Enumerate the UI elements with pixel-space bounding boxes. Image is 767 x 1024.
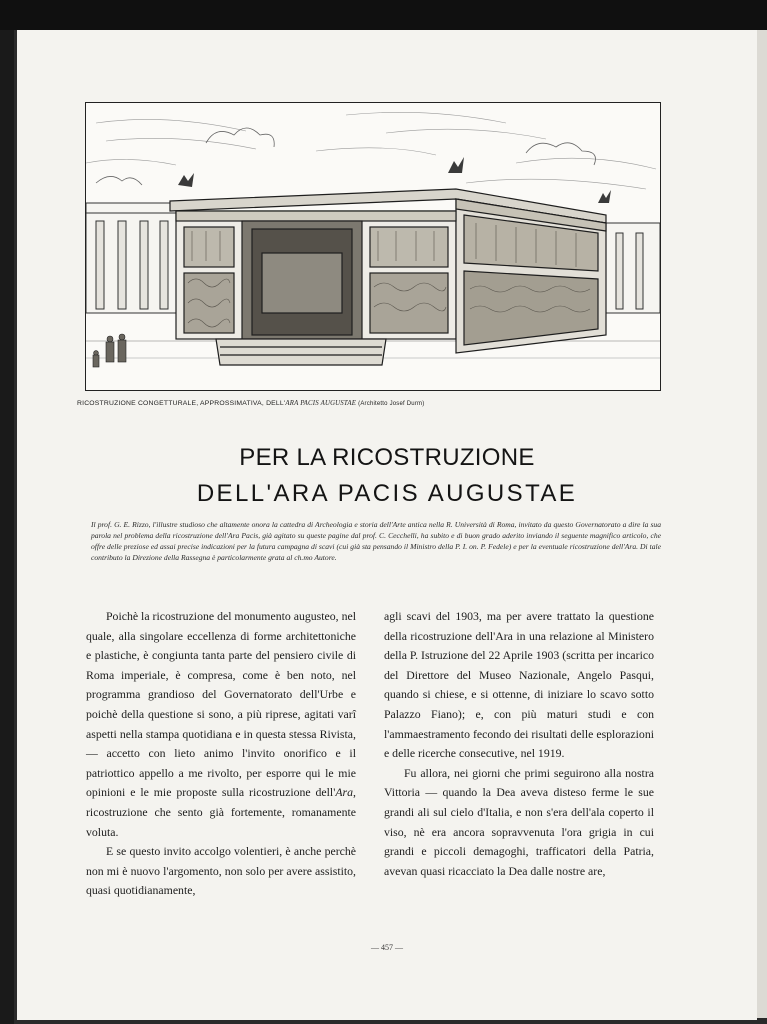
body-column-right (384, 607, 654, 881)
right-colonnade (606, 223, 660, 313)
left-colonnade (86, 203, 176, 313)
page-number: — 457 — (371, 943, 403, 952)
article-title-line-1: PER LA RICOSTRUZIONE (239, 444, 535, 471)
body-paragraph: agli scavi del 1903, ma per avere trattato la questione della ricostruzione dell'Ara in una relazione al Ministero della P. Istruzione del 22 Aprile 1903 (scritta per incarico del Direttore del Museo Nazionale, Angelo Pasqui, quando si chiese, e si ottenne, di iniziare lo scavo sotto Palazzo Fiano); e, con più maturi studi e con l'ammaestramento fecondo dei risultati delle esplorazioni e delle ricerche consecutive, nel 1919. (384, 609, 654, 761)
altar-enclosure (170, 189, 606, 365)
article-title-line-2: DELL'ARA PACIS AUGUSTAE (196, 480, 578, 507)
caption-architect: (Architetto Josef Durm) (358, 401, 425, 407)
caption-text: RICOSTRUZIONE CONGETTURALE, APPROSSIMATIVA, DELL' (77, 400, 286, 407)
body-column-left (86, 607, 356, 901)
body-paragraph (86, 607, 356, 842)
document-page (14, 30, 757, 1020)
body-text: Poichè la ricostruzione del monumento augusteo, nel quale, alla singolare eccellenza di forme architettoniche e plastiche, è congiunta tanta parte del pensiero civile di Roma imperiale, è compresa, come è ben noto, nel programma grandioso del Governatorato dell'Urbe e poichè della questione si sono, a più riprese, agitati varî aspetti nella stampa quotidiana e in questa stessa Rivista, — accetto con lieto animo l'invito onorifico e il patriottico appello a me rivolto, per esporre qui le mie opinioni e le mie proposte sulla ricostruzione dell' (86, 609, 356, 800)
ara-pacis-drawing (86, 103, 660, 390)
scan-top-border (0, 0, 767, 30)
body-text: , ricostruzione che sento già fortemente, romanamente voluta. (86, 785, 356, 839)
body-paragraph: E se questo invito accolgo volentieri, è anche perchè non mi è nuovo l'argomento, non solo per avere assistito, quasi quotidianamente, (86, 844, 356, 898)
caption-italic: ARA PACIS AUGUSTAE (285, 400, 357, 407)
figure-caption (77, 400, 677, 407)
human-figures (93, 334, 126, 367)
body-paragraph: Fu allora, nei giorni che primi seguirono alla nostra Vittoria — quando la Dea aveva disteso ferme le sue grandi ali sul cielo d'Italia, e non s'era dell'ala coperto il viso, nè era ancora sopravvenuta l'ora grigia in cui grandi e piccoli demagoghi, trafficatori della Patria, avevan quasi ricacciato la Dea dalle nostre are, (384, 765, 654, 878)
body-italic: Ara (335, 785, 354, 800)
editorial-intro: Il prof. G. E. Rizzo, l'illustre studioso che altamente onora la cattedra di Archeologia e storia dell'Arte antica nella R. Università di Roma, invitato da questo Governatorato a dire la sua parola nel problema della ricostruzione dell'Ara Pacis, già agitato su queste pagine dal prof. C. Cecchelli, ha subito e di buon grado aderito inviando il seguente magnifico articolo, che offre delle preziose ed assai precise indicazioni per la futura campagna di scavi (cui già sta pensando il Ministro della P. I. on. P. Fedele) e per la eventuale ricostruzione dell'Ara. Di tale contributo la Direzione della Rassegna è particolarmente grata al ch.mo Autore. (91, 520, 661, 562)
ara-pacis-illustration (85, 102, 661, 391)
sky-hatching (86, 112, 656, 189)
clouds (96, 128, 596, 185)
